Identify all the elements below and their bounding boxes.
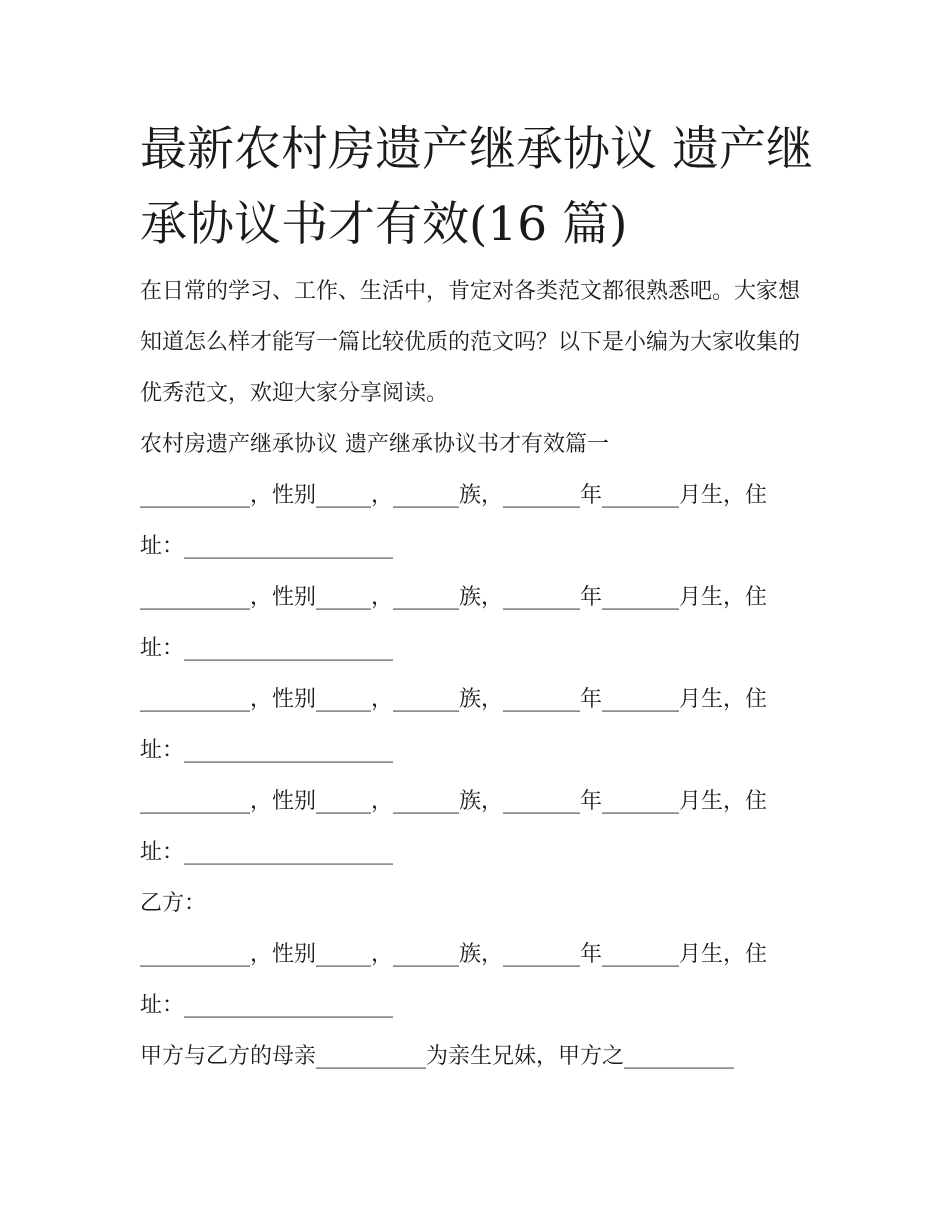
form-line: __________，性别_____，______族，_______年_______月生，住 (140, 687, 768, 712)
form-line: 址：___________________ (140, 636, 394, 661)
form-line: __________，性别_____，______族，_______年_______月生，住 (140, 789, 768, 814)
form-line: __________，性别_____，______族，_______年_______月生，住 (140, 483, 768, 508)
form-line: __________，性别_____，______族，_______年_______月生，住 (140, 942, 768, 967)
document-title: 最新农村房遗产继承协议 遗产继承协议书才有效(16 篇) (140, 122, 813, 252)
intro-paragraph: 在日常的学习、工作、生活中，肯定对各类范文都很熟悉吧。大家想知道怎么样才能写一篇比较优质的范文吗？以下是小编为大家收集的优秀范文，欢迎大家分享阅读。 (140, 279, 801, 406)
section-heading: 农村房遗产继承协议 遗产继承协议书才有效篇一 (140, 432, 609, 457)
form-line: 址：___________________ (140, 534, 394, 559)
form-line: 甲方与乙方的母亲__________为亲生兄妹，甲方之__________ (140, 1044, 735, 1069)
form-line: 址：___________________ (140, 738, 394, 763)
form-lines (140, 470, 820, 1082)
document-page (140, 112, 820, 1082)
form-line: 址：___________________ (140, 993, 394, 1018)
party-b-label: 乙方： (140, 891, 207, 916)
form-line: __________，性别_____，______族，_______年_______月生，住 (140, 585, 768, 610)
form-line: 址：___________________ (140, 840, 394, 865)
